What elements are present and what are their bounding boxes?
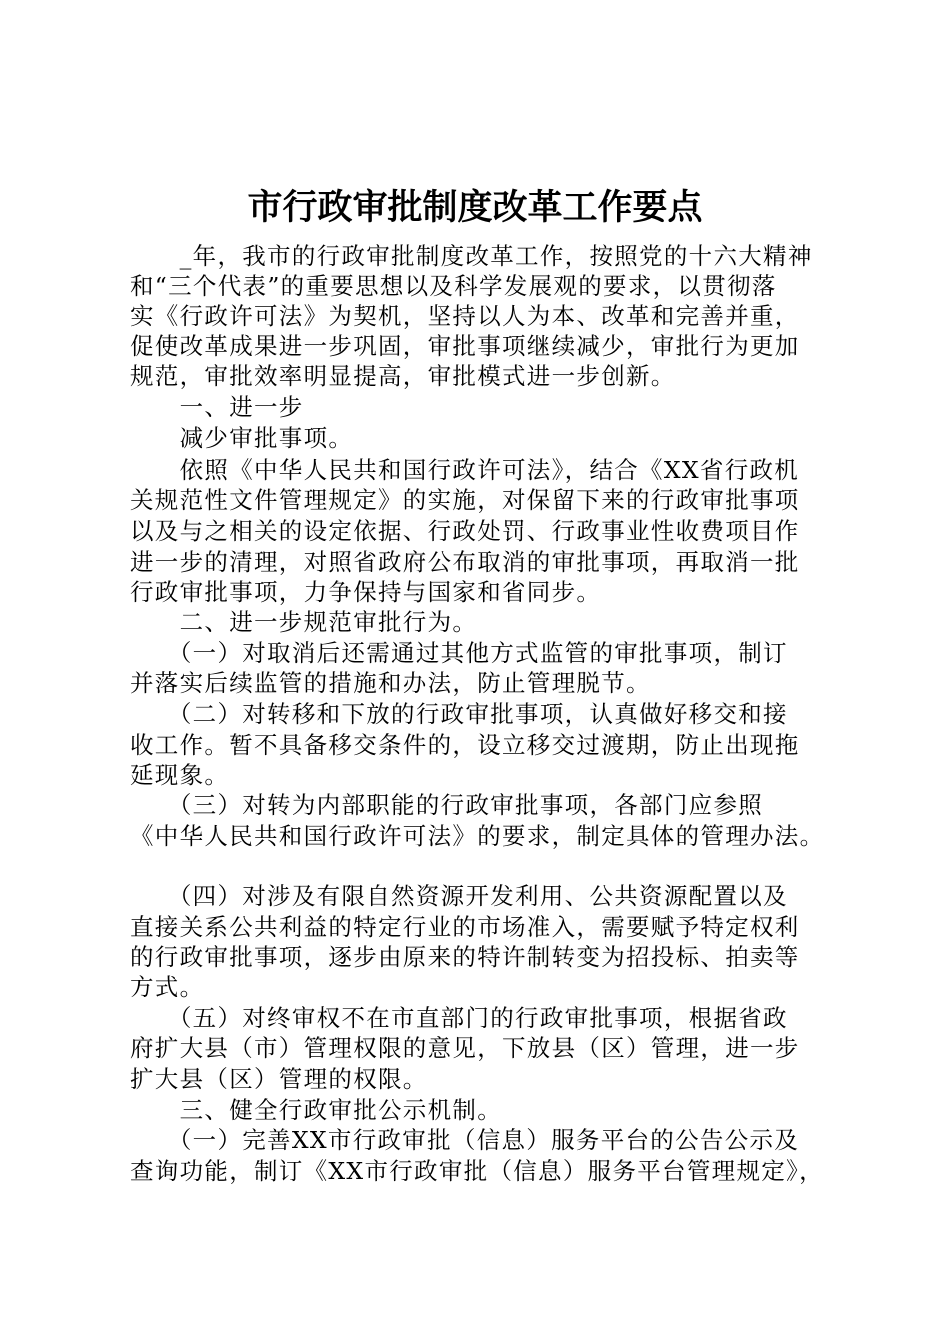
body-line: （三）对转为内部职能的行政审批事项，各部门应参照 [130, 791, 764, 819]
body-line: 直接关系公共利益的特定行业的市场准入，需要赋予特定权利 [130, 913, 800, 941]
body-line: （一）完善XX市行政审批（信息）服务平台的公告公示及 [130, 1126, 800, 1154]
body-line: 的行政审批事项，逐步由原来的特许制转变为招投标、拍卖等 [130, 943, 800, 971]
body-line: 依照《中华人民共和国行政许可法》，结合《XX省行政机 [130, 456, 800, 484]
body-line: 规范，审批效率明显提高，审批模式进一步创新。 [130, 362, 676, 390]
body-line: 延现象。 [130, 761, 230, 789]
body-line: 府扩大县（市）管理权限的意见，下放县（区）管理，进一步 [130, 1034, 800, 1062]
body-line: 查询功能，制订《XX市行政审批（信息）服务平台管理规定》， [130, 1157, 824, 1185]
body-line: 并落实后续监管的措施和办法，防止管理脱节。 [130, 669, 651, 697]
body-line: 以及与之相关的设定依据、行政处罚、行政事业性收费项目作 [130, 517, 800, 545]
body-line: （一）对取消后还需通过其他方式监管的审批事项，制订 [130, 639, 788, 667]
body-line: 一、进一步 [130, 393, 304, 421]
body-line: 《中华人民共和国行政许可法》的要求，制定具体的管理办法。 [130, 822, 825, 850]
body-line: 扩大县（区）管理的权限。 [130, 1065, 428, 1093]
body-line: 方式。 [130, 973, 205, 1001]
body-line: 促使改革成果进一步巩固，审批事项继续减少，审批行为更加 [130, 332, 800, 360]
body-line: 关规范性文件管理规定》的实施，对保留下来的行政审批事项 [130, 486, 800, 514]
body-line: _年，我市的行政审批制度改革工作，按照党的十六大精神 [130, 242, 813, 270]
document-title: 市行政审批制度改革工作要点 [247, 188, 703, 228]
body-line: 收工作。暂不具备移交条件的，设立移交过渡期，防止出现拖 [130, 731, 800, 759]
body-line: 行政审批事项，力争保持与国家和省同步。 [130, 578, 602, 606]
body-line: （四）对涉及有限自然资源开发利用、公共资源配置以及 [130, 882, 788, 910]
body-line: （二）对转移和下放的行政审批事项，认真做好移交和接 [130, 700, 788, 728]
body-line: 减少审批事项。 [130, 424, 354, 452]
body-line: 进一步的清理，对照省政府公布取消的审批事项，再取消一批 [130, 548, 800, 576]
body-line: 三、健全行政审批公示机制。 [130, 1096, 502, 1124]
body-line: 二、进一步规范审批行为。 [130, 608, 478, 636]
body-line: 实《行政许可法》为契机，坚持以人为本、改革和完善并重， [130, 302, 800, 330]
body-line: 和“三个代表”的重要思想以及科学发展观的要求，以贯彻落 [130, 272, 777, 300]
body-line: （五）对终审权不在市直部门的行政审批事项，根据省政 [130, 1004, 788, 1032]
